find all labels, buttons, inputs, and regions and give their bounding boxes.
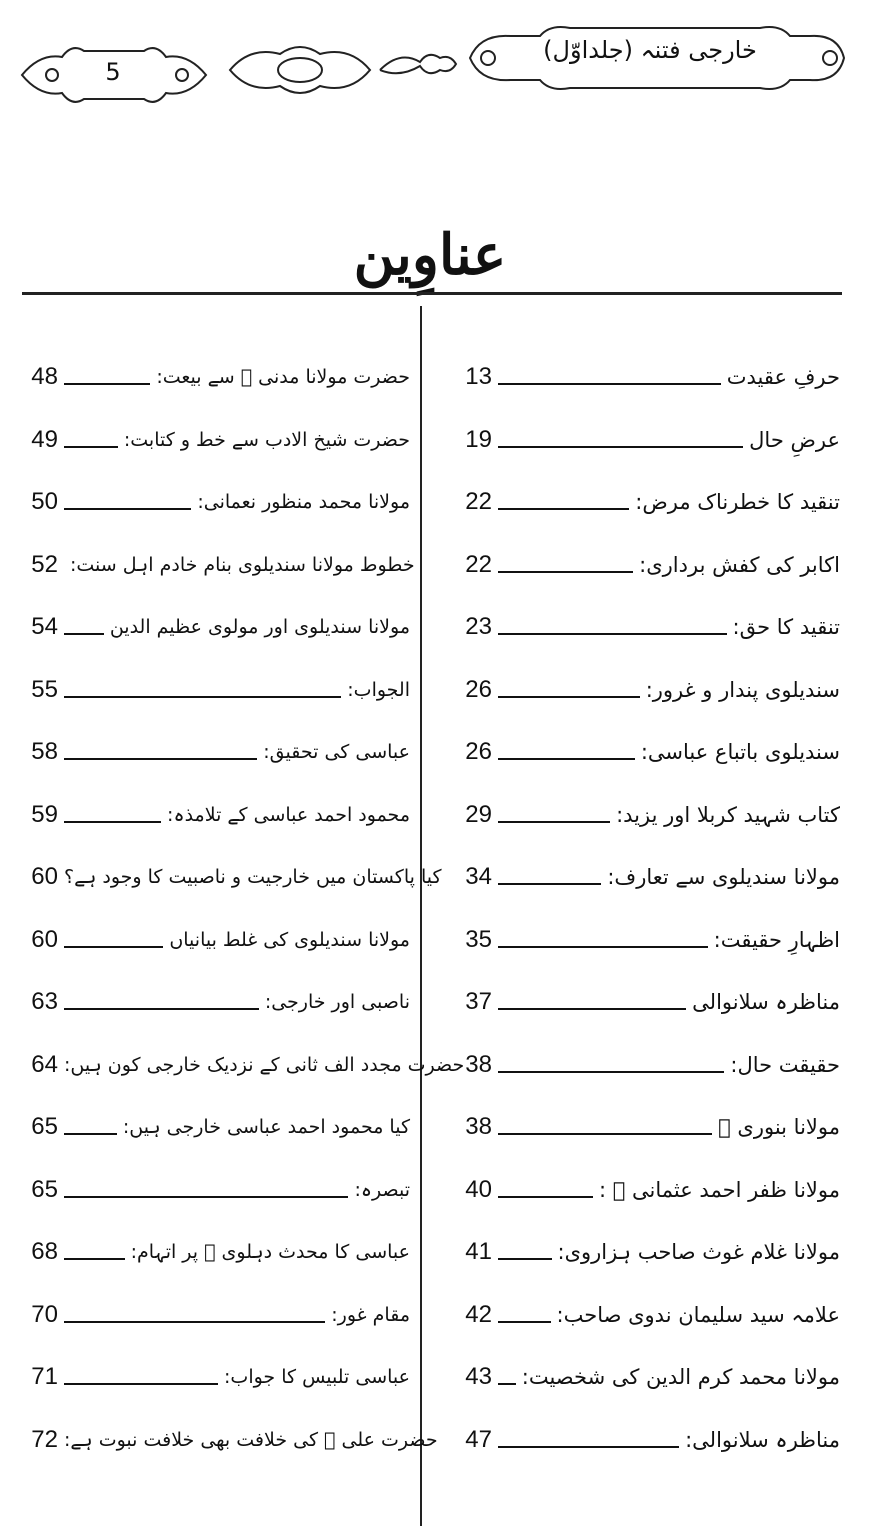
entry-page: 38 xyxy=(465,1113,492,1141)
toc-entry[interactable] xyxy=(440,1221,840,1284)
toc-entry[interactable] xyxy=(0,1096,410,1159)
toc-entry[interactable] xyxy=(440,409,840,472)
entry-title: ناصبی اور خارجی: xyxy=(264,991,410,1014)
dotted-leader xyxy=(64,946,163,948)
entry-page: 26 xyxy=(465,675,492,703)
entry-title: مقام غور: xyxy=(331,1303,410,1326)
toc-entry[interactable] xyxy=(0,784,410,847)
toc-entry[interactable] xyxy=(440,534,840,597)
toc-entry[interactable] xyxy=(0,1034,465,1097)
page-number: 5 xyxy=(105,58,121,86)
dotted-leader xyxy=(498,1196,593,1198)
entry-title: عرضِ حال xyxy=(749,427,840,452)
entry-page: 19 xyxy=(465,425,492,453)
toc-entry[interactable] xyxy=(440,346,840,409)
dotted-leader xyxy=(64,758,257,760)
dotted-leader xyxy=(498,696,640,698)
entry-title: حقیقت حال: xyxy=(730,1052,840,1077)
toc-entry[interactable] xyxy=(440,846,840,909)
dotted-leader xyxy=(498,633,727,635)
entry-title: حضرت مولانا مدنی ﷫ سے بیعت: xyxy=(156,366,410,389)
toc-entry[interactable] xyxy=(0,596,410,659)
dotted-leader xyxy=(498,821,610,823)
dotted-leader xyxy=(64,383,150,385)
entry-title: عباسی تلبیس کا جواب: xyxy=(224,1366,410,1389)
entry-page: 43 xyxy=(465,1363,492,1391)
entry-page: 50 xyxy=(31,488,58,516)
toc-entry[interactable] xyxy=(0,1159,410,1222)
toc-entry[interactable] xyxy=(0,409,410,472)
toc-left-column xyxy=(0,346,465,1471)
dotted-leader xyxy=(498,571,633,573)
entry-title: مولانا سندیلوی کی غلط بیانیاں xyxy=(169,928,410,951)
entry-page: 68 xyxy=(31,1238,58,1266)
toc-right-column xyxy=(440,346,840,1471)
entry-title: خطوط مولانا سندیلوی بنام خادم اہل سنت: xyxy=(70,553,415,576)
dotted-leader xyxy=(64,1008,259,1010)
entry-page: 22 xyxy=(465,488,492,516)
entry-title: عباسی کا محدث دہلوی ﷫ پر اتہام: xyxy=(130,1241,410,1264)
entry-page: 49 xyxy=(31,425,58,453)
toc-entry[interactable] xyxy=(0,846,442,909)
entry-title: کیا محمود احمد عباسی خارجی ہیں: xyxy=(122,1116,410,1139)
dotted-leader xyxy=(498,946,708,948)
entry-page: 37 xyxy=(465,988,492,1016)
toc-entry[interactable] xyxy=(440,1409,840,1472)
toc-entry[interactable] xyxy=(0,909,410,972)
entry-page: 52 xyxy=(31,550,58,578)
entry-page: 13 xyxy=(465,363,492,391)
dotted-leader xyxy=(498,1133,712,1135)
dotted-leader xyxy=(498,1383,516,1385)
entry-title: کتاب شہید کربلا اور یزید: xyxy=(616,802,840,827)
dotted-leader xyxy=(498,883,601,885)
toc-entry[interactable] xyxy=(440,909,840,972)
entry-title: علامہ سید سلیمان ندوی صاحب: xyxy=(556,1302,840,1327)
entry-page: 65 xyxy=(31,1175,58,1203)
toc-entry[interactable] xyxy=(440,1159,840,1222)
entry-title: تنقید کا حق: xyxy=(732,615,840,640)
toc-entry[interactable] xyxy=(0,1221,410,1284)
dotted-leader xyxy=(498,1008,686,1010)
entry-title: مناظرہ سلانوالی xyxy=(692,990,840,1015)
page-header xyxy=(0,0,871,120)
toc-entry[interactable] xyxy=(0,659,410,722)
toc-entry[interactable] xyxy=(440,659,840,722)
entry-title: اظہارِ حقیقت: xyxy=(713,927,840,952)
entry-page: 70 xyxy=(31,1300,58,1328)
dotted-leader xyxy=(64,508,191,510)
entry-page: 42 xyxy=(465,1300,492,1328)
entry-title: محمود احمد عباسی کے تلامذہ: xyxy=(167,803,410,826)
dotted-leader xyxy=(64,633,104,635)
toc-entry[interactable] xyxy=(440,1034,840,1097)
entry-title: مولانا بنوری ﷫ xyxy=(718,1115,840,1140)
entry-title: حضرت شیخ الادب سے خط و کتابت: xyxy=(123,428,410,451)
dotted-leader xyxy=(64,696,341,698)
entry-title: حضرت علی ﷜ کی خلافت بھی خلافت نبوت ہے: xyxy=(64,1428,438,1451)
entry-title: حضرت مجدد الف ثانی کے نزدیک خارجی کون ہیں: xyxy=(64,1053,465,1076)
entry-page: 40 xyxy=(465,1175,492,1203)
entry-title: اکابر کی کفش برداری: xyxy=(639,552,840,577)
dotted-leader xyxy=(498,1071,724,1073)
entry-page: 72 xyxy=(31,1425,58,1453)
entry-page: 58 xyxy=(31,738,58,766)
entry-page: 23 xyxy=(465,613,492,641)
entry-title: تبصرہ: xyxy=(354,1178,410,1201)
entry-page: 64 xyxy=(31,1050,58,1078)
entry-page: 65 xyxy=(31,1113,58,1141)
dotted-leader xyxy=(64,1383,218,1385)
toc-entry[interactable] xyxy=(440,1096,840,1159)
toc-entry[interactable] xyxy=(0,1409,438,1472)
heading-divider xyxy=(22,292,842,295)
entry-title: عباسی کی تحقیق: xyxy=(263,741,410,764)
entry-page: 48 xyxy=(31,363,58,391)
toc-entry[interactable] xyxy=(440,596,840,659)
entry-page: 60 xyxy=(31,925,58,953)
book-title: خارجی فتنہ (جلداوّل) xyxy=(543,36,757,64)
entry-title: سندیلوی پندار و غرور: xyxy=(645,677,840,702)
dotted-leader xyxy=(498,508,629,510)
entry-page: 29 xyxy=(465,800,492,828)
entry-page: 60 xyxy=(31,863,58,891)
entry-page: 35 xyxy=(465,925,492,953)
toc-entry[interactable] xyxy=(0,1346,410,1409)
dotted-leader xyxy=(64,821,161,823)
entry-title: سندیلوی باتباع عباسی: xyxy=(640,740,840,765)
entry-title: مناظرہ سلانوالی: xyxy=(685,1427,840,1452)
toc-entry[interactable] xyxy=(440,1346,840,1409)
toc-entry[interactable] xyxy=(0,1284,410,1347)
toc-entry[interactable] xyxy=(0,971,410,1034)
toc-entry[interactable] xyxy=(440,971,840,1034)
contents-heading: عناوِین xyxy=(353,222,507,288)
toc-entry[interactable] xyxy=(440,471,840,534)
entry-page: 47 xyxy=(465,1425,492,1453)
dotted-leader xyxy=(64,1196,348,1198)
entry-title: کیا پاکستان میں خارجیت و ناصبیت کا وجود ہے؟ xyxy=(64,866,442,889)
entry-page: 22 xyxy=(465,550,492,578)
toc-entry[interactable] xyxy=(440,721,840,784)
toc-entry[interactable] xyxy=(0,346,410,409)
entry-page: 26 xyxy=(465,738,492,766)
toc-entry[interactable] xyxy=(0,471,410,534)
dotted-leader xyxy=(498,1321,551,1323)
entry-title: مولانا سندیلوی سے تعارف: xyxy=(607,865,840,890)
entry-page: 34 xyxy=(465,863,492,891)
entry-title: الجواب: xyxy=(347,678,410,701)
entry-page: 54 xyxy=(31,613,58,641)
toc-entry[interactable] xyxy=(440,1284,840,1347)
dotted-leader xyxy=(498,758,635,760)
entry-title: مولانا محمد کرم الدین کی شخصیت: xyxy=(521,1365,840,1390)
dotted-leader xyxy=(498,446,743,448)
dotted-leader xyxy=(64,1258,125,1260)
dotted-leader xyxy=(498,383,721,385)
entry-page: 38 xyxy=(465,1050,492,1078)
entry-page: 71 xyxy=(31,1363,58,1391)
entry-page: 63 xyxy=(31,988,58,1016)
entry-title: مولانا محمد منظور نعمانی: xyxy=(197,491,410,514)
entry-title: مولانا سندیلوی اور مولوی عظیم الدین xyxy=(109,616,410,639)
entry-title: حرفِ عقیدت xyxy=(726,365,840,390)
entry-page: 59 xyxy=(31,800,58,828)
entry-title: مولانا غلام غوث صاحب ہزاروی: xyxy=(557,1240,840,1265)
entry-title: تنقید کا خطرناک مرض: xyxy=(635,490,840,515)
toc-entry[interactable] xyxy=(0,721,410,784)
dotted-leader xyxy=(64,1133,117,1135)
dotted-leader xyxy=(64,1321,325,1323)
column-divider xyxy=(420,306,422,1526)
dotted-leader xyxy=(64,446,118,448)
toc-entry[interactable] xyxy=(0,534,415,597)
entry-page: 55 xyxy=(31,675,58,703)
toc-entry[interactable] xyxy=(440,784,840,847)
dotted-leader xyxy=(498,1258,552,1260)
entry-title: مولانا ظفر احمد عثمانی ﷫ : xyxy=(598,1177,840,1202)
entry-page: 41 xyxy=(465,1238,492,1266)
dotted-leader xyxy=(498,1446,679,1448)
